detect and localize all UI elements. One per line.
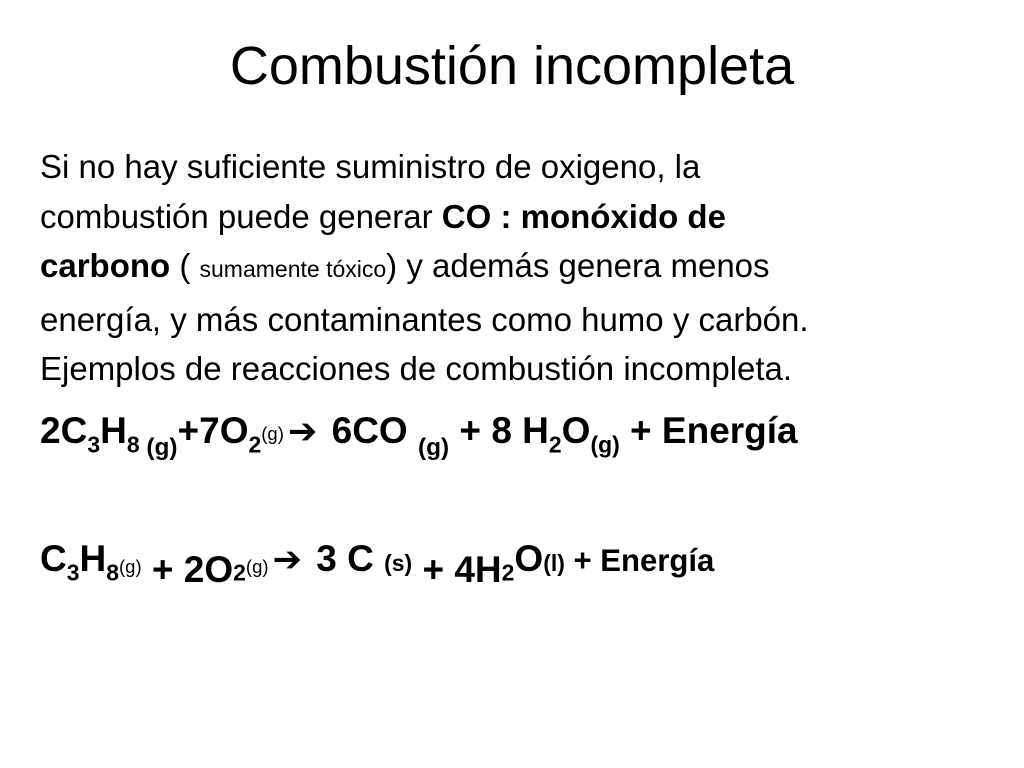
body-line-5: Ejemplos de reacciones de combustión incompleta.: [40, 350, 793, 387]
eq1-sub-water: 2: [548, 431, 562, 458]
eq1-coef-propane: 2C: [40, 410, 88, 451]
equation-propane-co: [40, 410, 798, 462]
eq2-c: C: [40, 538, 67, 579]
body-line-1: Si no hay suficiente suministro de oxigeno, la: [40, 148, 701, 185]
eq1-sub-o2: 2: [248, 431, 262, 458]
eq1-state-o2: (g): [261, 423, 284, 445]
equation-propane-carbon: [40, 538, 715, 591]
body-line-4: energía, y más contaminantes como humo y carbón.: [40, 300, 809, 338]
eq2-plus-water: + 4H: [412, 549, 502, 591]
eq1-energy: + Energía: [619, 410, 798, 451]
eq2-state-carbon: (s): [384, 550, 413, 576]
eq1-plus-o2: +7O: [177, 410, 249, 451]
eq2-plus-o2: + 2O: [141, 549, 234, 591]
eq1-h: H: [100, 410, 127, 451]
eq1-state-co: (g): [417, 434, 450, 462]
eq2-energy: + Energía: [564, 543, 715, 578]
arrow-icon: ➔: [272, 539, 302, 580]
eq2-sub-c: 3: [66, 559, 80, 586]
eq2-sub-h: 8: [106, 559, 119, 586]
body-line-3: [40, 241, 1000, 295]
eq1-sub-c: 3: [87, 431, 101, 458]
body-line-2-text: combustión puede generar: [40, 197, 442, 235]
eq2-carbon: 3 C: [306, 538, 385, 579]
eq2-sub-o2: 2: [233, 559, 246, 586]
carbono-term: carbono: [40, 247, 171, 284]
eq2-state-water: (l): [543, 550, 565, 576]
eq1-state-water: (g): [590, 431, 620, 458]
eq1-sub-h: 8: [126, 431, 140, 458]
eq2-state-propane: (g): [119, 555, 142, 577]
eq2-o: O: [514, 538, 544, 579]
eq2-h: H: [79, 538, 107, 579]
slide-title: Combustión incompleta: [229, 36, 795, 96]
body-line-2: [40, 192, 1000, 242]
co-term: CO : monóxido de: [441, 197, 726, 235]
eq1-co: 6CO: [321, 410, 418, 451]
eq1-o: O: [561, 410, 591, 451]
eq2-sub-water: 2: [501, 559, 515, 586]
paren-open: (: [170, 247, 200, 284]
arrow-icon: ➔: [287, 411, 318, 452]
eq1-plus-water: + 8 H: [449, 410, 549, 451]
slide-body: [40, 142, 1000, 394]
eq1-state-propane: (g): [139, 434, 178, 462]
eq2-state-o2: (g): [245, 555, 269, 577]
toxic-note: sumamente tóxico: [199, 256, 387, 282]
body-line-3-rest: ) y además genera menos: [386, 247, 770, 284]
